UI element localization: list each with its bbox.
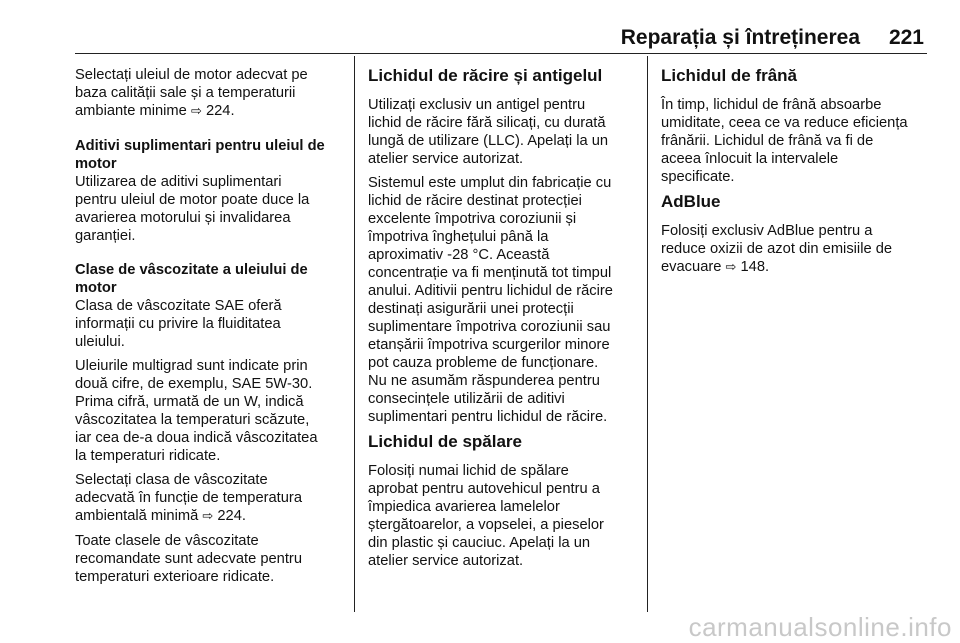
paragraph-washer-fluid: Folosiți numai lichid de spălare aprobat pentru autovehicul pentru a împiedica avarierea lamelelor ștergătoarelor, a vopselei, a pieselor din plastic și cauciuc. Apelați la un atelier service autorizat.	[368, 463, 604, 569]
paragraph-text: Selectați clasa de vâscozitate adecvată în funcție de temperatura ambientală minimă	[75, 472, 302, 524]
paragraph-additives: Utilizarea de aditivi suplimentari pentru uleiul de motor poate duce la avarierea motorului și invalidarea garanției.	[75, 174, 310, 244]
page-reference-arrow-icon: ⇨	[725, 260, 737, 275]
heading-coolant: Lichidul de răcire și antigelul	[368, 66, 603, 85]
paragraph-text: Selectați uleiul de motor adecvat pe baza calității sale și a temperaturii ambiante minime	[75, 67, 308, 119]
page-reference-link[interactable]: 224.	[205, 103, 235, 119]
watermark: carmanualsonline.info	[688, 612, 952, 642]
paragraph-adblue	[661, 222, 927, 277]
paragraph-coolant-system: Sistemul este umplut din fabricație cu lichid de răcire destinat protecției excelente împotriva coroziunii și împotriva înghețului până la aproximativ -28 °C. Această concentrație va fi menținută tot timpul anului. Aditivii pentru lichidul de răcire destinați asigurării unei protecții suplimentare împotriva coroziunii sau etanșării împotriva scurgerilor minore pot cauza probleme de funcționare. Nu ne asumăm răspunderea pentru consecințele utilizării de aditivi suplimentari pentru lichidul de răcire.	[368, 175, 613, 425]
paragraph-oil-select	[75, 66, 350, 121]
paragraph-brake-fluid: În timp, lichidul de frână absoarbe umiditate, ceea ce va reduce eficiența frânării. Lichidul de frână va fi de aceea înlocuit la intervalele specificate.	[661, 97, 908, 185]
paragraph-select-viscosity	[75, 471, 350, 526]
heading-washer-fluid: Lichidul de spălare	[368, 432, 522, 451]
heading-adblue: AdBlue	[661, 192, 721, 211]
column-brake-adblue	[661, 66, 927, 283]
page-reference-arrow-icon: ⇨	[202, 509, 214, 524]
paragraph-text: Folosiți exclusiv AdBlue pentru a reduce oxizii de azot din emisiile de evacuare	[661, 223, 893, 275]
page-reference-arrow-icon: ⇨	[190, 104, 202, 119]
paragraph-multigrade: Uleiurile multigrad sunt indicate prin două cifre, de exemplu, SAE 5W-30. Prima cifră, urmată de un W, indică vâscozitatea la temperaturi scăzute, iar cea de-a doua indică vâscozitatea la temperaturi ridicate.	[75, 358, 318, 464]
page-reference-link[interactable]: 148.	[740, 259, 770, 275]
column-divider-right	[647, 56, 648, 612]
page-reference-link[interactable]: 224.	[217, 508, 246, 524]
paragraph-sae-class: Clasa de vâscozitate SAE oferă informații cu privire la fluiditatea uleiului.	[75, 298, 282, 350]
heading-brake-fluid: Lichidul de frână	[661, 66, 798, 85]
paragraph-all-classes: Toate clasele de vâscozitate recomandate sunt adecvate pentru temperaturi exterioare ridicate.	[75, 533, 302, 585]
page-title: Reparația și întreținerea	[620, 26, 860, 49]
subheading-viscosity-classes: Clase de vâscozitate a uleiului de motor	[75, 262, 308, 296]
column-coolant-washer	[368, 66, 638, 576]
column-divider-left	[354, 56, 355, 612]
column-engine-oil	[75, 66, 350, 592]
header-rule	[75, 53, 927, 54]
paragraph-coolant-antifreeze: Utilizați exclusiv un antigel pentru lichid de răcire fără silicați, cu durată lungă de utilizare (LLC). Apelați la un atelier service autorizat.	[368, 97, 609, 167]
page-number: 221	[888, 26, 924, 49]
subheading-oil-additives: Aditivi suplimentari pentru uleiul de motor	[75, 138, 325, 172]
